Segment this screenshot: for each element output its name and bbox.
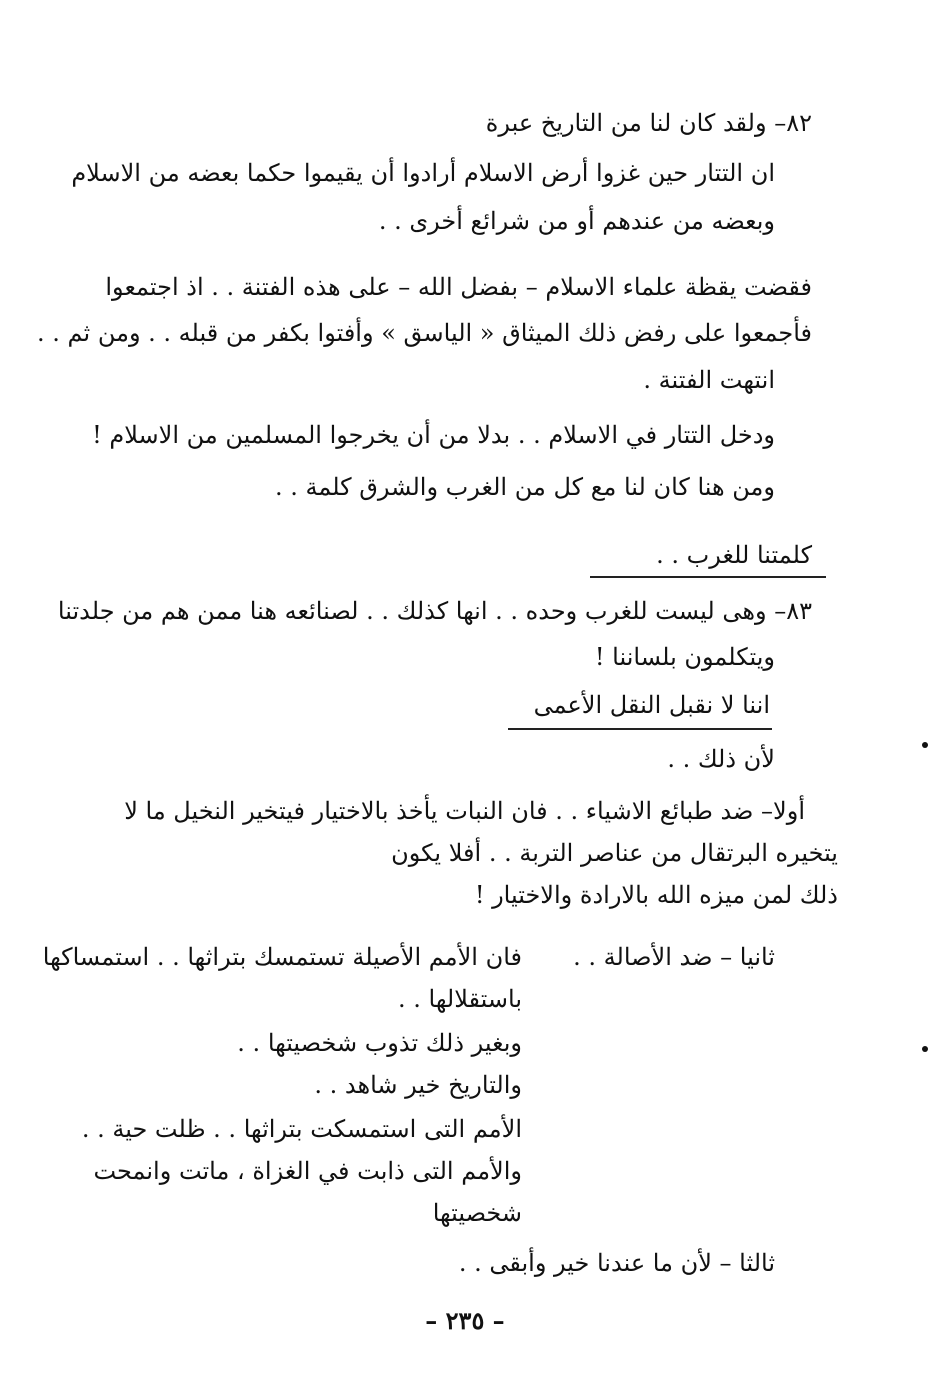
second-label: ثانيا – ضد الأصالة . . [573, 943, 775, 971]
second-line-4: والتاريخ خير شاهد . . [314, 1071, 522, 1099]
first-line-3: ذلك لمن ميزه الله بالارادة والاختيار ! [474, 881, 838, 909]
second-line-3: وبغير ذلك تذوب شخصيتها . . [237, 1029, 522, 1057]
heading-west-underline [590, 576, 826, 578]
page-number: – ٢٣٥ – [425, 1306, 505, 1335]
fitna-line-2: فأجمعوا على رفض ذلك الميثاق « الياسق » وأفتوا بكفر من قبله . . ومن ثم . . [37, 319, 812, 347]
second-line-1: فان الأمم الأصيلة تستمسك بتراثها . . استمساكها [42, 943, 522, 971]
second-line-2: باستقلالها . . [397, 985, 522, 1013]
third-line-1: ثالثا – لأن ما عندنا خير وأبقى . . [458, 1249, 775, 1277]
second-line-6: والأمم التى ذابت في الغزاة ، ماتت وانمحت [93, 1157, 522, 1185]
first-line-2: يتخيره البرتقال من عناصر التربة . . أفلا يكون [391, 839, 838, 867]
section-heading-naql: اننا لا نقبل النقل الأعمى [533, 691, 770, 719]
paragraph-82-line-1: ٨٢– ولقد كان لنا من التاريخ عبرة [485, 109, 812, 137]
second-line-7: شخصيتها [432, 1199, 522, 1227]
paragraph-83-line-1: ٨٣– وهى ليست للغرب وحده . . انها كذلك . . لصنائعه هنا ممن هم من جلدتنا [57, 597, 812, 625]
heading-naql-underline [508, 728, 772, 730]
kalima-line-1: ومن هنا كان لنا مع كل من الغرب والشرق كلمة . . [274, 473, 775, 501]
fitna-line-3: انتهت الفتنة . [643, 366, 775, 394]
margin-speck [922, 742, 928, 748]
fitna-line-1: فقضت يقظة علماء الاسلام – بفضل الله – على هذه الفتنة . . اذ اجتمعوا [105, 273, 812, 301]
paragraph-82-line-3: وبعضه من عندهم أو من شرائع أخرى . . [378, 207, 775, 235]
margin-speck [922, 1046, 928, 1052]
paragraph-82-line-2: ان التتار حين غزوا أرض الاسلام أرادوا أن يقيموا حكما بعضه من الاسلام [71, 159, 775, 187]
tatar-line-1: ودخل التتار في الاسلام . . بدلا من أن يخرجوا المسلمين من الاسلام ! [92, 421, 775, 449]
because-line: لأن ذلك . . [667, 745, 775, 773]
section-heading-west: كلمتنا للغرب . . [656, 541, 812, 569]
first-line-1: أولا– ضد طبائع الاشياء . . فان النبات يأخذ بالاختيار فيتخير النخيل ما لا [124, 797, 805, 825]
second-line-5: الأمم التى استمسكت بتراثها . . ظلت حية . . [81, 1115, 522, 1143]
paragraph-83-line-2: ويتكلمون بلساننا ! [594, 643, 775, 671]
